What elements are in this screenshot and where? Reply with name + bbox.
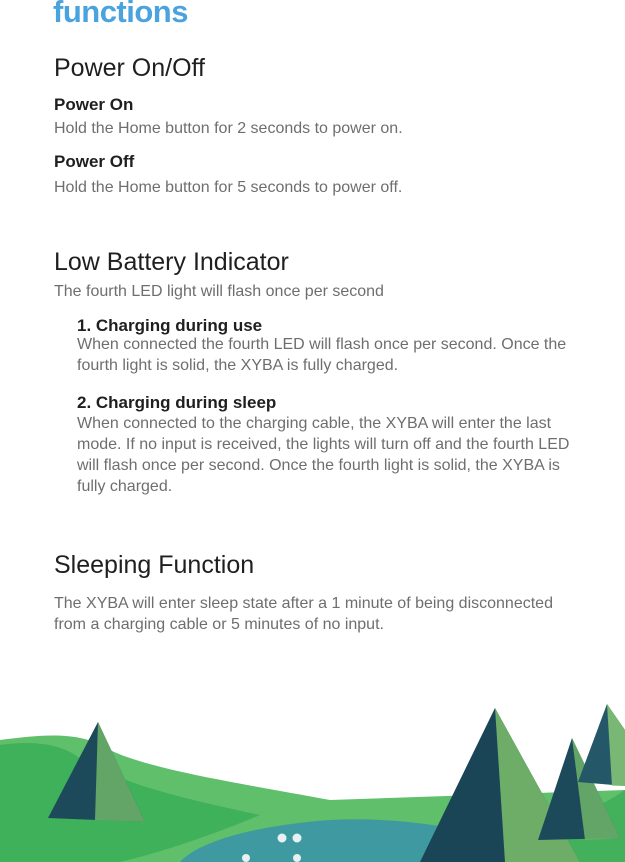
sleep-text: The XYBA will enter sleep state after a 1 minute of being disconnected from a charging cable or 5 minutes of no input. xyxy=(54,595,553,633)
landscape-illustration xyxy=(0,690,625,862)
charging-during-use-title: 1. Charging during use xyxy=(77,316,263,335)
page-title: functions xyxy=(53,0,188,29)
section-heading-battery: Low Battery Indicator xyxy=(54,248,289,276)
power-on-text: Hold the Home button for 2 seconds to power on. xyxy=(54,120,403,137)
power-off-title: Power Off xyxy=(54,152,135,171)
power-on-title: Power On xyxy=(54,95,134,114)
charging-during-use-text: When connected the fourth LED will flash once per second. Once the fourth light is solid, the XYBA is fully charged. xyxy=(77,336,567,374)
power-off-text: Hold the Home button for 5 seconds to power off. xyxy=(54,179,403,196)
water-dot xyxy=(278,834,287,843)
charging-during-sleep-title: 2. Charging during sleep xyxy=(77,393,277,412)
mountain-far-right xyxy=(578,704,625,786)
charging-during-sleep-text: When connected to the charging cable, the XYBA will enter the last mode. If no input is received, the lights will turn off and the fourth LED will flash once per second. Once the fourth light is solid, the XYBA is fully charged. xyxy=(77,415,570,495)
section-heading-power: Power On/Off xyxy=(54,54,205,82)
water-dot xyxy=(293,834,302,843)
section-heading-sleep: Sleeping Function xyxy=(54,551,255,579)
water-dot xyxy=(242,854,250,862)
battery-intro: The fourth LED light will flash once per second xyxy=(54,283,384,300)
water-dot xyxy=(293,854,301,862)
